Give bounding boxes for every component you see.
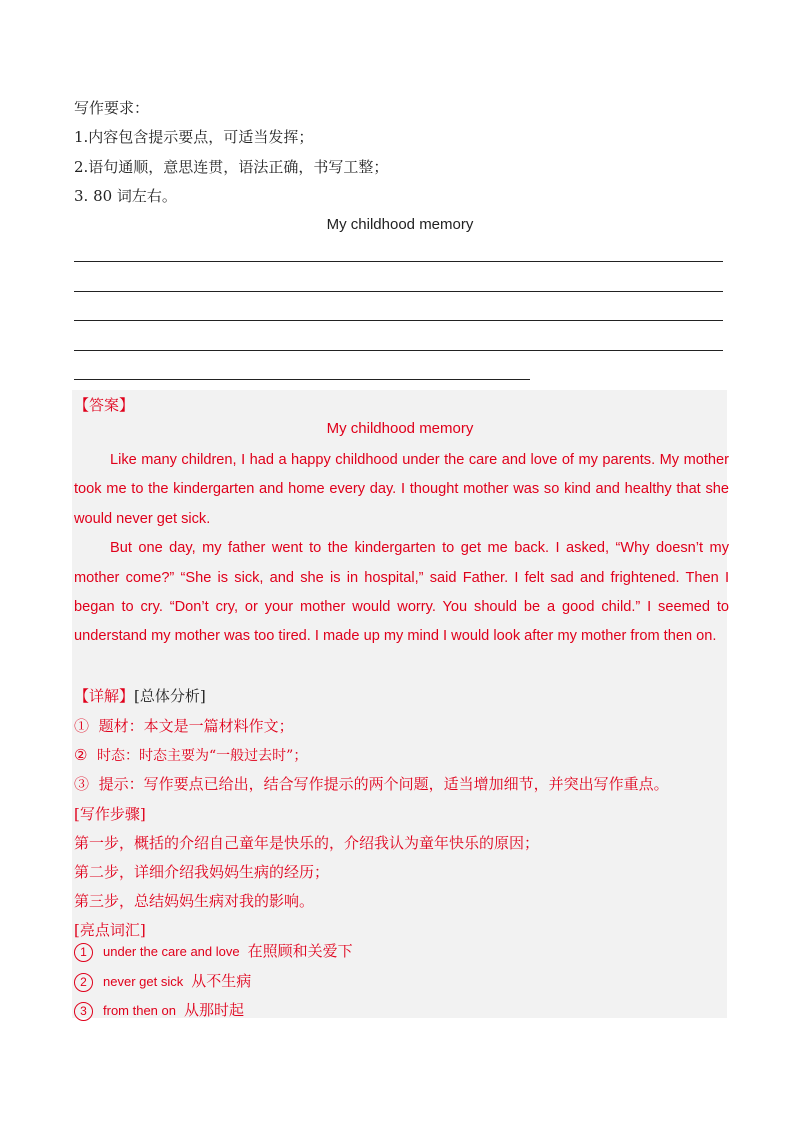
point-number: ①	[74, 717, 90, 735]
analysis-point-3	[74, 774, 669, 794]
answer-essay	[74, 446, 729, 652]
writing-line[interactable]	[74, 291, 723, 292]
answer-title: My childhood memory	[326, 420, 474, 437]
analysis-point-1	[74, 716, 294, 736]
analysis-heading	[74, 686, 206, 706]
essay-paragraph-2: But one day, my father went to the kindergarten to get me back. I asked, “Why doesn’t my mother come?” “She is sick, and she is in hospital,” said Father. I felt sad and frightened. Then I began to cry. “Don’t cry, or your mother would worry. You should be a good child.” I seemed to understand my mother was too tired. I made up my mind I would look after my mother from then on.	[74, 540, 729, 645]
writing-line[interactable]	[74, 320, 723, 321]
analysis-point-2	[74, 745, 307, 766]
essay-paragraph-1: Like many children, I had a happy childhood under the care and love of my parents. My mother took me to the kindergarten and home every day. I thought mother was so kind and healthy that she would never get sick.	[74, 452, 729, 527]
vocab-item-1	[74, 941, 353, 962]
vocab-number: 1	[74, 943, 93, 962]
essay-title: My childhood memory	[326, 216, 474, 233]
requirement-item-3: 3. 80 词左右。	[74, 187, 177, 205]
point-text: 时态：时态主要为“一般过去时”；	[97, 748, 308, 764]
answer-label: 【答案】	[74, 396, 135, 414]
analysis-label: 【详解】	[74, 687, 135, 705]
vocab-heading: [亮点词汇]	[74, 921, 146, 939]
point-number: ②	[74, 746, 88, 764]
point-text: 题材：本文是一篇材料作文；	[98, 717, 294, 735]
vocab-chinese: 从不生病	[191, 972, 252, 990]
requirements-heading: 写作要求：	[74, 99, 150, 117]
steps-heading: [写作步骤]	[74, 805, 146, 823]
point-text: 提示：写作要点已给出，结合写作提示的两个问题，适当增加细节，并突出写作重点。	[98, 775, 669, 793]
writing-line[interactable]	[74, 350, 723, 351]
overall-analysis-label: [总体分析]	[134, 687, 206, 705]
requirement-item-1: 1.内容包含提示要点，可适当发挥；	[74, 128, 314, 146]
vocab-english: under the care and love	[103, 944, 240, 959]
writing-line[interactable]	[74, 379, 530, 380]
vocab-item-2	[74, 971, 251, 992]
vocab-item-3	[74, 1000, 244, 1021]
point-number: ③	[74, 775, 90, 793]
writing-line[interactable]	[74, 261, 723, 262]
vocab-english: from then on	[103, 1003, 176, 1018]
step-1: 第一步，概括的介绍自己童年是快乐的，介绍我认为童年快乐的原因；	[74, 834, 540, 852]
step-3: 第三步，总结妈妈生病对我的影响。	[74, 892, 315, 910]
vocab-number: 3	[74, 1002, 93, 1021]
vocab-english: never get sick	[103, 974, 184, 989]
step-2: 第二步，详细介绍我妈妈生病的经历；	[74, 863, 330, 881]
vocab-chinese: 在照顾和关爱下	[247, 942, 353, 960]
requirement-item-2: 2.语句通顺，意思连贯，语法正确，书写工整；	[74, 158, 389, 176]
vocab-number: 2	[74, 973, 93, 992]
vocab-chinese: 从那时起	[184, 1001, 245, 1019]
